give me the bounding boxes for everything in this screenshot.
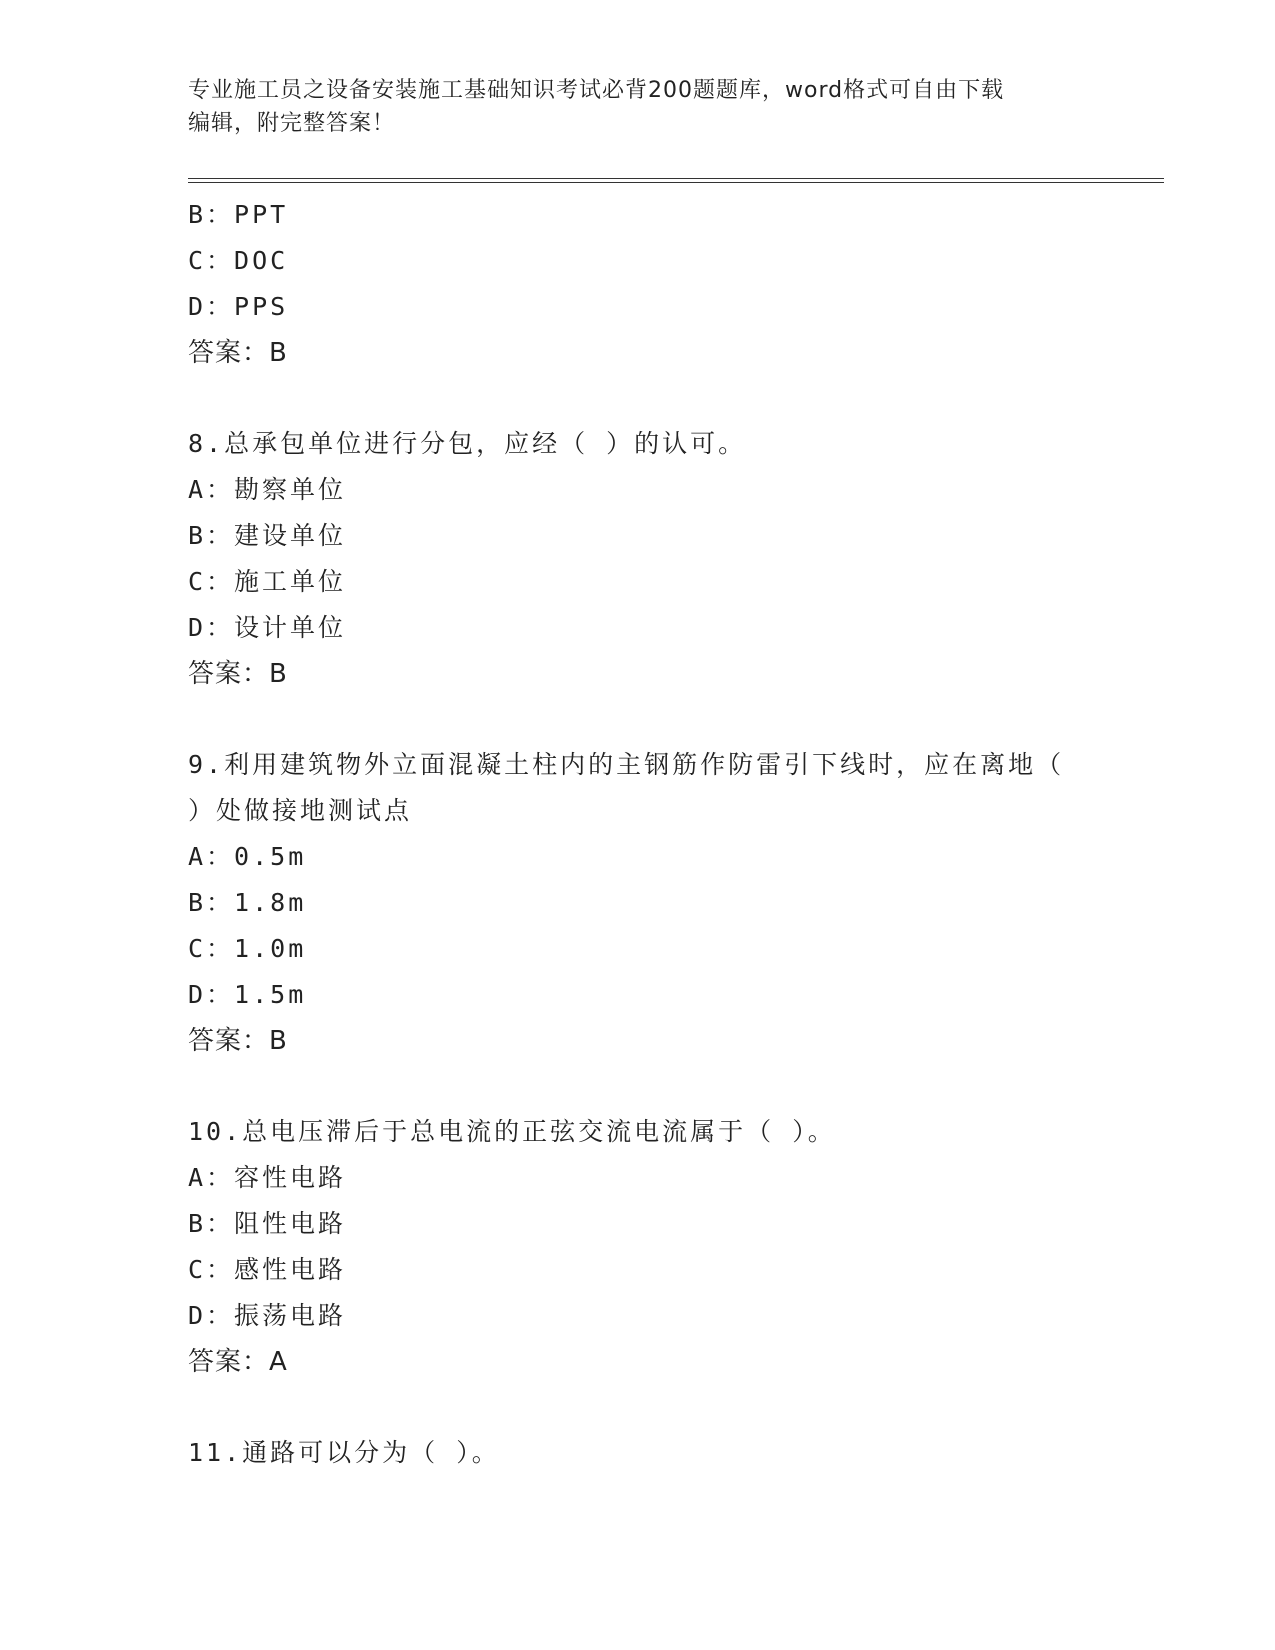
answer-line: 答案：B (188, 338, 288, 368)
question-block-10 (188, 1109, 1088, 1385)
option-b: B：1.8m (188, 888, 307, 917)
question-block-11 (188, 1430, 1088, 1476)
option-a: A：容性电路 (188, 1163, 347, 1192)
question-text: 10.总电压滞后于总电流的正弦交流电流属于（ ）。 (188, 1117, 836, 1146)
document-header (188, 74, 1088, 140)
option-d: D：1.5m (188, 980, 307, 1009)
option-c: C：感性电路 (188, 1255, 347, 1284)
option-b: B：阻性电路 (188, 1209, 347, 1238)
answer-line: 答案：B (188, 659, 288, 689)
question-text: 8.总承包单位进行分包，应经（ ）的认可。 (188, 429, 747, 458)
question-text: 9.利用建筑物外立面混凝土柱内的主钢筋作防雷引下线时，应在离地（ ）处做接地测试点 (188, 750, 1065, 825)
option-d: D：设计单位 (188, 613, 347, 642)
option-a: A：0.5m (188, 842, 307, 871)
answer-line: 答案：B (188, 1026, 288, 1056)
header-line-1: 专业施工员之设备安装施工基础知识考试必背200题题库，word格式可自由下载 (188, 78, 1005, 103)
option-c: C：1.0m (188, 934, 307, 963)
option-a: A：勘察单位 (188, 475, 347, 504)
option-d: D：振荡电路 (188, 1301, 347, 1330)
question-text: 11.通路可以分为（ ）。 (188, 1438, 500, 1467)
question-block-9 (188, 742, 1088, 1064)
question-block-7 (188, 192, 1088, 376)
answer-line: 答案：A (188, 1347, 288, 1377)
option-c: C：DOC (188, 246, 289, 275)
option-b: B：建设单位 (188, 521, 347, 550)
header-double-rule (188, 178, 1164, 183)
header-line-2: 编辑，附完整答案！ (188, 111, 396, 136)
option-b: B：PPT (188, 200, 289, 229)
option-c: C：施工单位 (188, 567, 347, 596)
option-d: D：PPS (188, 292, 289, 321)
question-list (188, 192, 1088, 1476)
question-block-8 (188, 421, 1088, 697)
